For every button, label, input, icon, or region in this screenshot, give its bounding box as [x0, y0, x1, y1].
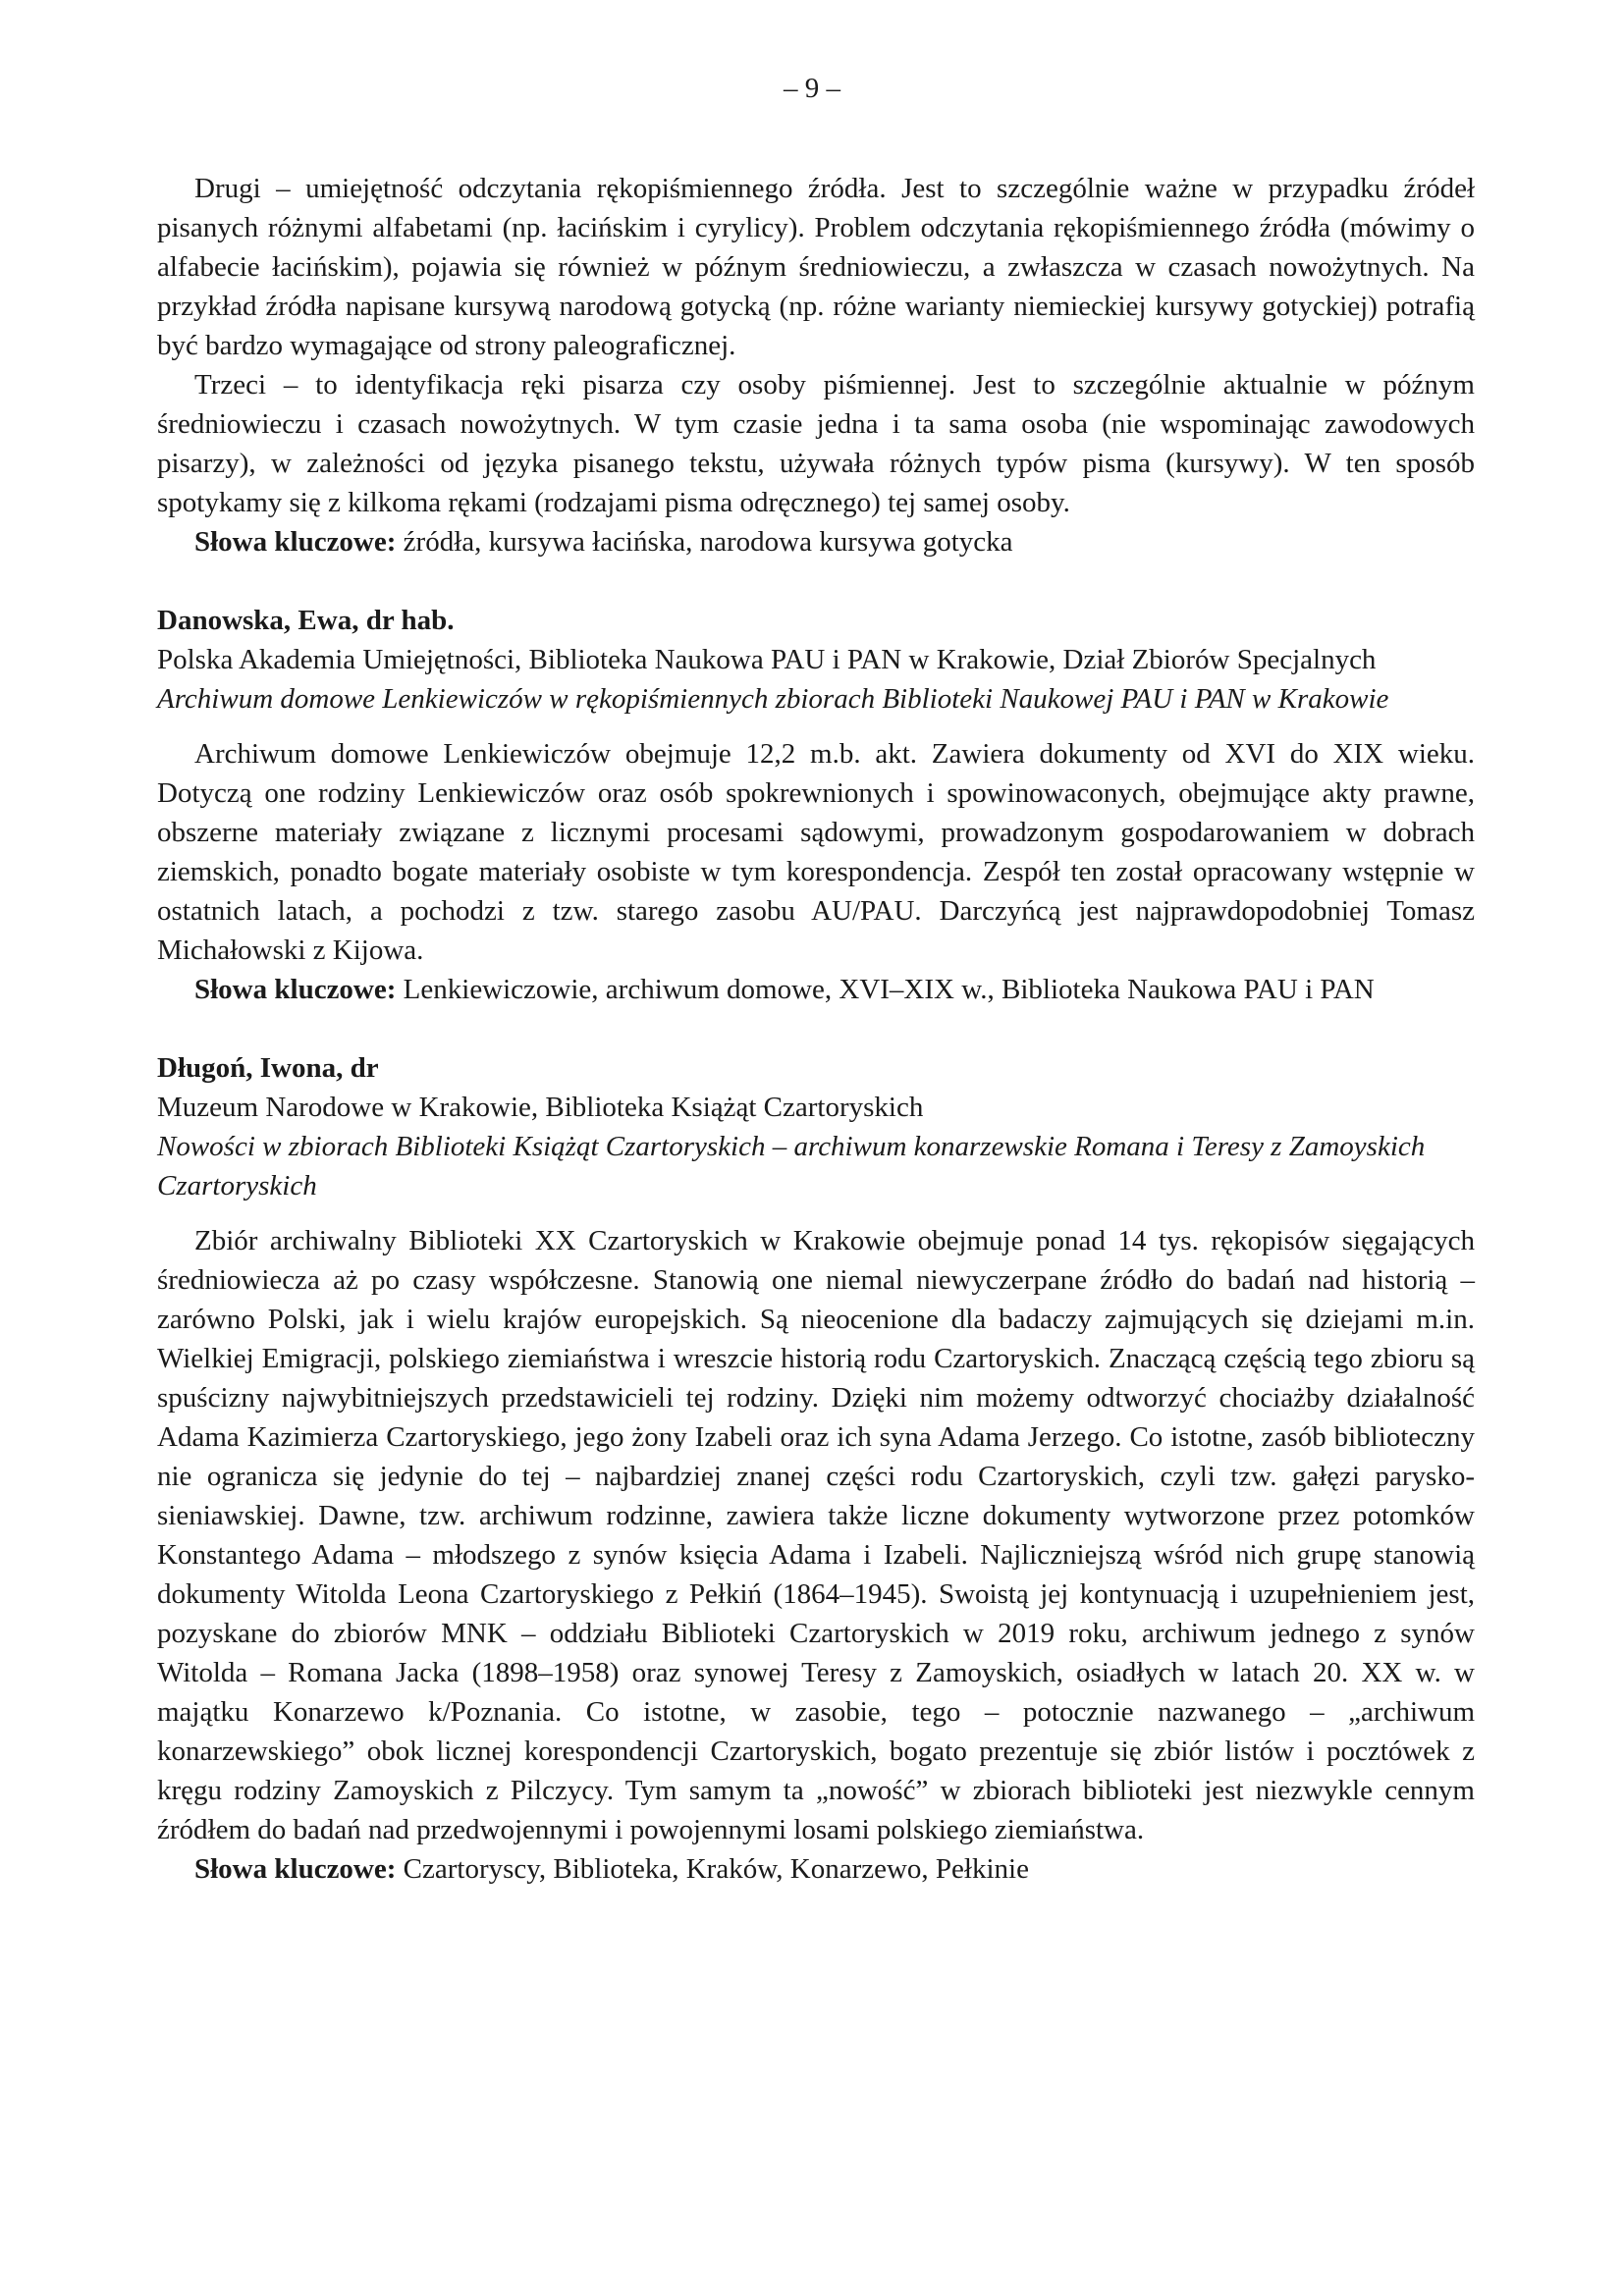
keywords-label: Słowa kluczowe:: [194, 974, 397, 1005]
keywords-line: [157, 522, 1475, 561]
body-paragraph: Trzeci – to identyfikacja ręki pisarza czy osoby piśmiennej. Jest to szczególnie aktualnie w późnym średniowieczu i czasach nowożytnych. W tym czasie jedna i ta sama osoba (nie wspominając zawodowych pisarzy), w zależności od języka pisanego tekstu, używała różnych typów pisma (kursywy). W ten sposób spotykamy się z kilkoma rękami (rodzajami pisma odręcznego) tej samej osoby.: [157, 369, 1475, 518]
entry-author: Długoń, Iwona, dr: [157, 1052, 379, 1084]
keywords-line: [157, 1849, 1475, 1889]
keywords-line: [157, 970, 1475, 1009]
body-paragraph: Drugi – umiejętność odczytania rękopiśmiennego źródła. Jest to szczególnie ważne w przypadku źródeł pisanych różnymi alfabetami (np. łacińskim i cyrylicy). Problem odczytania rękopiśmiennego źródła (mówimy o alfabecie łacińskim), pojawia się również w późnym średniowieczu, a zwłaszcza w czasach nowożytnych. Na przykład źródła napisane kursywą narodową gotycką (np. różne warianty niemieckiej kursywy gotyckiej) potrafią być bardzo wymagające od strony paleograficznej.: [157, 173, 1475, 361]
entry-abstract: Archiwum domowe Lenkiewiczów obejmuje 12,2 m.b. akt. Zawiera dokumenty od XVI do XIX wieku. Dotyczą one rodziny Lenkiewiczów oraz osób spokrewnionych i spowinowaconych, obejmujące akty prawne, obszerne materiały związane z licznymi procesami sądowymi, prowadzonym gospodarowaniem w dobrach ziemskich, ponadto bogate materiały osobiste w tym korespondencja. Zespół ten został opracowany wstępnie w ostatnich latach, a pochodzi z tzw. starego zasobu AU/PAU. Darczyńcą jest najprawdopodobniej Tomasz Michałowski z Kijowa.: [157, 738, 1475, 966]
keywords-text: Lenkiewiczowie, archiwum domowe, XVI–XIX w., Biblioteka Naukowa PAU i PAN: [396, 974, 1375, 1005]
entry-title: Nowości w zbiorach Biblioteki Książąt Czartoryskich – archiwum konarzewskie Romana i Teresy z Zamoyskich Czartoryskich: [157, 1131, 1426, 1201]
keywords-label: Słowa kluczowe:: [194, 1853, 397, 1885]
entry-affiliation: Muzeum Narodowe w Krakowie, Biblioteka Książąt Czartoryskich: [157, 1092, 924, 1123]
entry-abstract: Zbiór archiwalny Biblioteki XX Czartoryskich w Krakowie obejmuje ponad 14 tys. rękopisów sięgających średniowiecza aż po czasy współczesne. Stanowią one niemal niewyczerpane źródło do badań nad historią – zarówno Polski, jak i wielu krajów europejskich. Są nieocenione dla badaczy zajmujących się dziejami m.in. Wielkiej Emigracji, polskiego ziemiaństwa i wreszcie historią rodu Czartoryskich. Znaczącą częścią tego zbioru są spuścizny najwybitniejszych przedstawicieli tej rodziny. Dzięki nim możemy odtworzyć chociażby działalność Adama Kazimierza Czartoryskiego, jego żony Izabeli oraz ich syna Adama Jerzego. Co istotne, zasób biblioteczny nie ogranicza się jedynie do tej – najbardziej znanej części rodu Czartoryskich, czyli tzw. gałęzi parysko-sieniawskiej. Dawne, tzw. archiwum rodzinne, zawiera także liczne dokumenty wytworzone przez potomków Konstantego Adama – młodszego z synów księcia Adama i Izabeli. Najliczniejszą wśród nich grupę stanowią dokumenty Witolda Leona Czartoryskiego z Pełkiń (1864–1945). Swoistą jej kontynuacją i uzupełnieniem jest, pozyskane do zbiorów MNK – oddziału Biblioteki Czartoryskich w 2019 roku, archiwum jednego z synów Witolda – Romana Jacka (1898–1958) oraz synowej Teresy z Zamoyskich, osiadłych w latach 20. XX w. w majątku Konarzewo k/Poznania. Co istotne, w zasobie, tego – potocznie nazwanego – „archiwum konarzewskiego” obok licznej korespondencji Czartoryskich, bogato prezentuje się zbiór listów i pocztówek z kręgu rodziny Zamoyskich z Pilczycy. Tym samym ta „nowość” w zbiorach biblioteki jest niezwykle cennym źródłem do badań nad przedwojennymi i powojennymi losami polskiego ziemiaństwa.: [157, 1225, 1475, 1845]
keywords-text: źródła, kursywa łacińska, narodowa kursywa gotycka: [396, 526, 1013, 558]
entry-danowska: [157, 601, 1475, 1009]
keywords-text: Czartoryscy, Biblioteka, Kraków, Konarzewo, Pełkinie: [396, 1853, 1029, 1885]
page-content: [157, 169, 1475, 1889]
entry-dlugon: [157, 1048, 1475, 1889]
page-number: – 9 –: [784, 73, 840, 104]
entry-title: Archiwum domowe Lenkiewiczów w rękopiśmiennych zbiorach Biblioteki Naukowej PAU i PAN w Krakowie: [157, 683, 1389, 715]
intro-section: [157, 169, 1475, 561]
entry-author: Danowska, Ewa, dr hab.: [157, 605, 455, 636]
entry-affiliation: Polska Akademia Umiejętności, Biblioteka Naukowa PAU i PAN w Krakowie, Dział Zbiorów Specjalnych: [157, 644, 1377, 675]
keywords-label: Słowa kluczowe:: [194, 526, 397, 558]
